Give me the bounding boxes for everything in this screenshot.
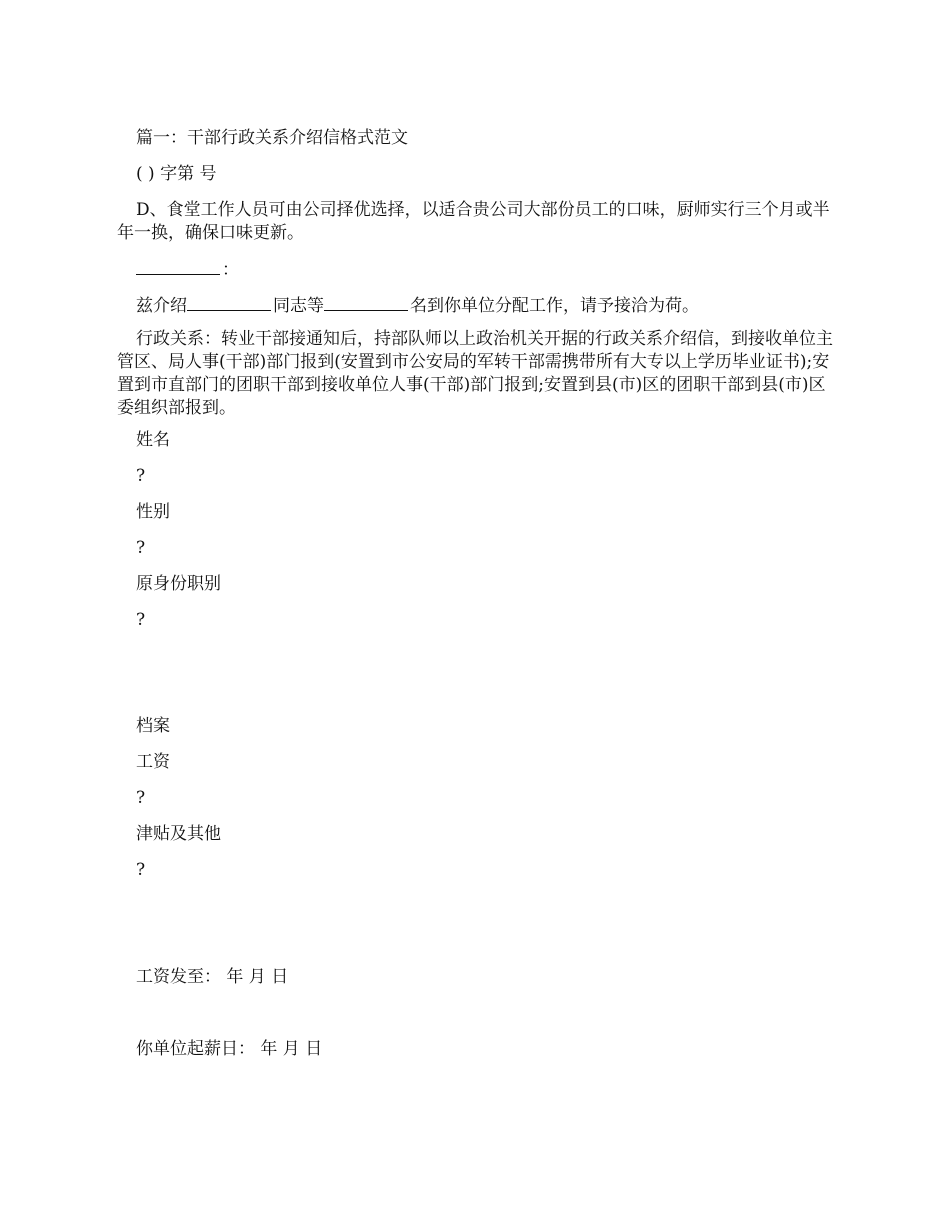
salary-start-date: 你单位起薪日： 年 月 日: [136, 1039, 323, 1059]
blank-count: [324, 294, 408, 311]
document-title: 篇一：干部行政关系介绍信格式范文: [136, 128, 408, 148]
addressee-colon: ：: [222, 260, 239, 280]
field-archive-label: 档案: [136, 716, 170, 736]
intro-suffix: 名到你单位分配工作，请予接洽为荷。: [410, 296, 699, 316]
intro-middle: 同志等: [273, 296, 324, 316]
field-allowance-label: 津贴及其他: [136, 824, 221, 844]
field-salary-label: 工资: [136, 752, 170, 772]
field-gender-label: 性别: [136, 502, 170, 522]
addressee-line: [117, 258, 837, 282]
field-salary-value: ?: [136, 788, 146, 808]
blank-comrade-name: [187, 294, 271, 311]
field-rank-label: 原身份职别: [136, 574, 221, 594]
field-gender-value: ?: [136, 538, 146, 558]
field-name-value: ?: [136, 466, 146, 486]
salary-paid-to: 工资发至： 年 月 日: [136, 967, 289, 987]
intro-prefix: 兹介绍: [136, 296, 187, 316]
paragraph-canteen: D、食堂工作人员可由公司择优选择，以适合贵公司大部份员工的口味，厨师实行三个月或半年一换，确保口味更新。: [117, 200, 830, 243]
field-rank-value: ?: [136, 610, 146, 630]
number-line: ( ) 字第 号: [136, 164, 217, 184]
paragraph-admin-relation: 行政关系：转业干部接通知后，持部队师以上政治机关开据的行政关系介绍信，到接收单位主管区、局人事(干部)部门报到(安置到市公安局的军转干部需携带所有大专以上学历毕业证书);安置到市直部门的团职干部到接收单位人事(干部)部门报到;安置到县(市)区的团职干部到县(市)区委组织部报到。: [117, 329, 833, 418]
field-name-label: 姓名: [136, 430, 170, 450]
introduction-line: [117, 294, 837, 318]
field-allowance-value: ?: [136, 860, 146, 880]
blank-addressee: [136, 258, 220, 275]
